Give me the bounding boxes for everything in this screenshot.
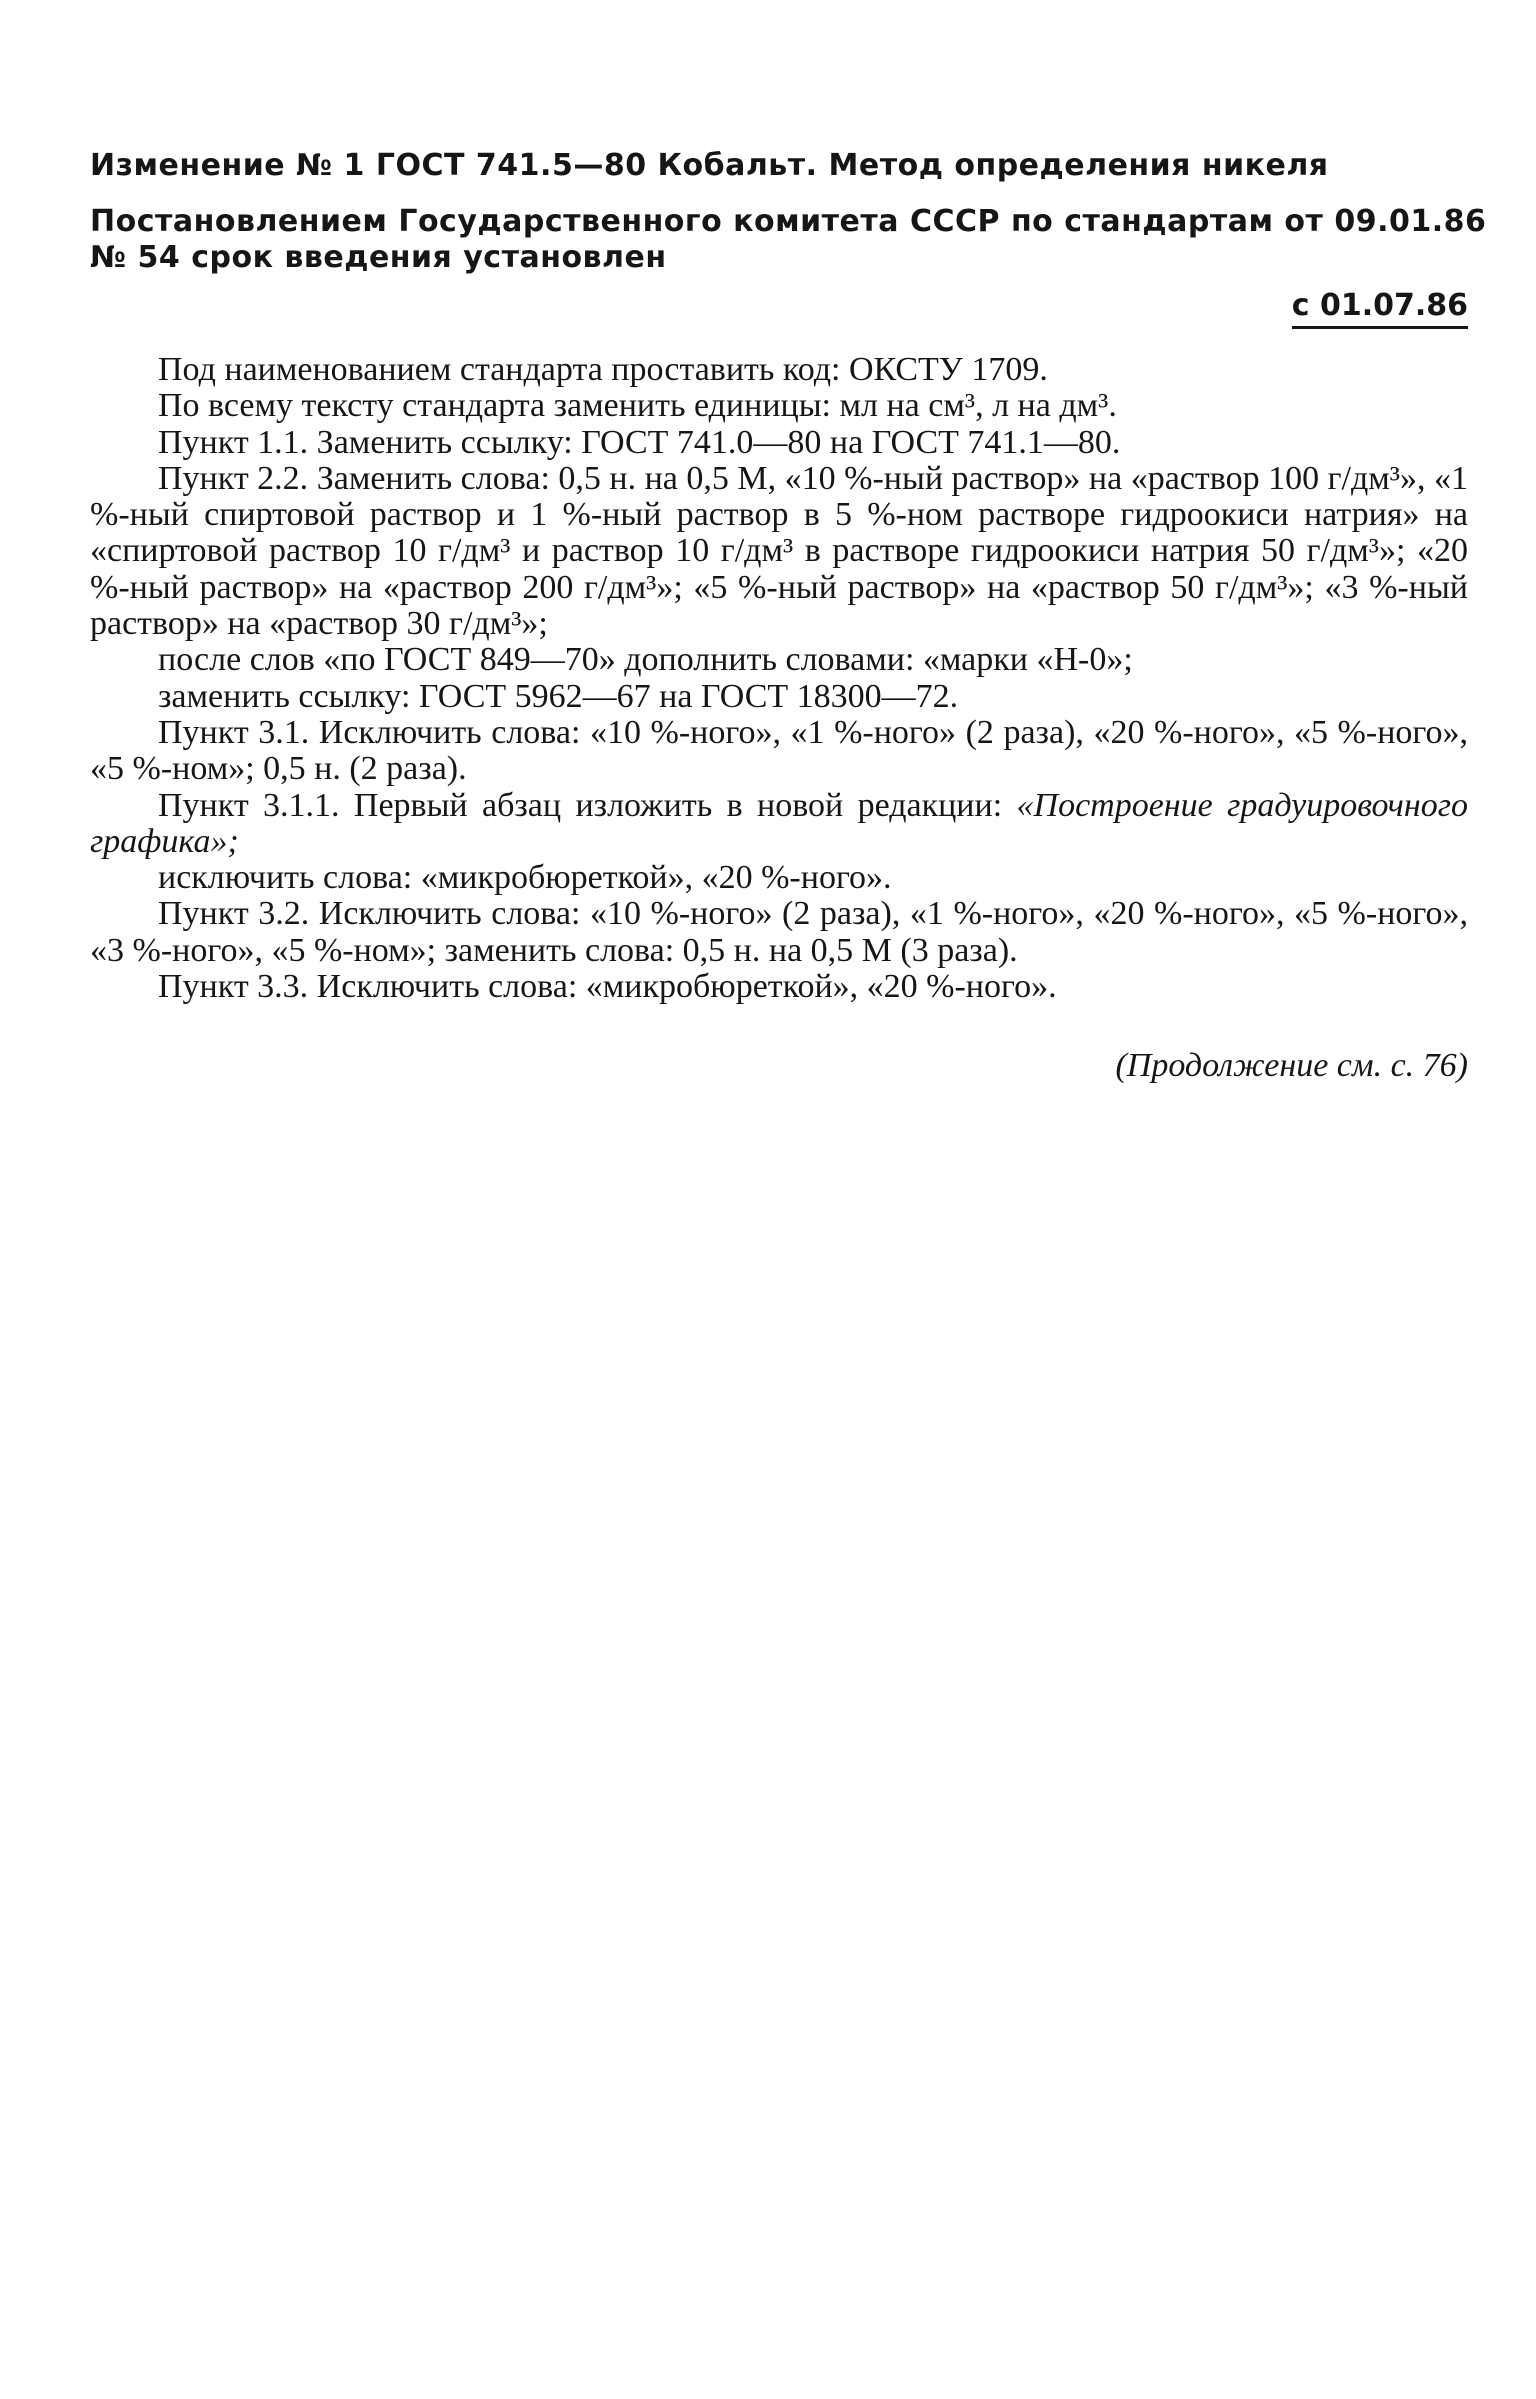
paragraph-clause-2-2-addition: после слов «по ГОСТ 849—70» дополнить словами: «марки «Н-0»; [158,641,1133,679]
paragraph-clause-3-1-1 [90,788,1468,861]
decree-line-number: № 54 срок введения установлен [90,240,667,275]
paragraph-clause-2-2-reference: заменить ссылку: ГОСТ 5962—67 на ГОСТ 18300—72. [158,677,959,715]
paragraph-clause-3-2: Пункт 3.2. Исключить слова: «10 %-ного» (2 раза), «1 %-ного», «20 %-ного», «5 %-ного», «3 %-ного», «5 %-ном»; заменить слова: 0,5 н. на 0,5 М (3 раза). [90,895,1468,969]
paragraph-clause-3-1-1-exclusion: исключить слова: «микробюреткой», «20 %-ного». [158,859,892,897]
amendment-title: Изменение № 1 ГОСТ 741.5—80 Кобальт. Метод определения никеля [90,148,1329,183]
paragraph-clause-3-1: Пункт 3.1. Исключить слова: «10 %-ного», «1 %-ного» (2 раза), «20 %-ного», «5 %-ного», «5 %-ном»; 0,5 н. (2 раза). [90,713,1468,788]
clause-3-1-1-new-text: «Построение градуировочного графика»; [90,786,1469,860]
paragraph-units: По всему тексту стандарта заменить единицы: мл на см³, л на дм³. [158,387,1117,425]
paragraph-clause-2-2: Пункт 2.2. Заменить слова: 0,5 н. на 0,5 М, «10 %-ный раствор» на «раствор 100 г/дм³», «1 %-ный спиртовой раствор и 1 %-ный раствор в 5 %-ном растворе гидроокиси натрия» на «спиртовой раствор 10 г/дм³ и раствор 10 г/дм³ в растворе гидроокиси натрия 50 г/дм³»; «20 %-ный раствор» на «раствор 200 г/дм³»; «5 %-ный раствор» на «раствор 50 г/дм³»; «3 %-ный раствор» на «раствор 30 г/дм³»; [90,459,1468,643]
paragraph-clause-1-1: Пункт 1.1. Заменить ссылку: ГОСТ 741.0—80 на ГОСТ 741.1—80. [158,423,1121,461]
paragraph-okstu-code: Под наименованием стандарта проставить код: ОКСТУ 1709. [158,351,1048,388]
continuation-note: (Продолжение см. с. 76) [1115,1047,1468,1084]
clause-3-1-1-lead: Пункт 3.1.1. Первый абзац изложить в новой редакции: [158,786,1017,824]
amendment-body [90,352,1468,1005]
paragraph-clause-3-3: Пункт 3.3. Исключить слова: «микробюреткой», «20 %-ного». [158,968,1057,1006]
effective-date: с 01.07.86 [1292,288,1468,329]
decree-line: Постановлением Государственного комитета СССР по стандартам от 09.01.86 [90,204,1487,239]
